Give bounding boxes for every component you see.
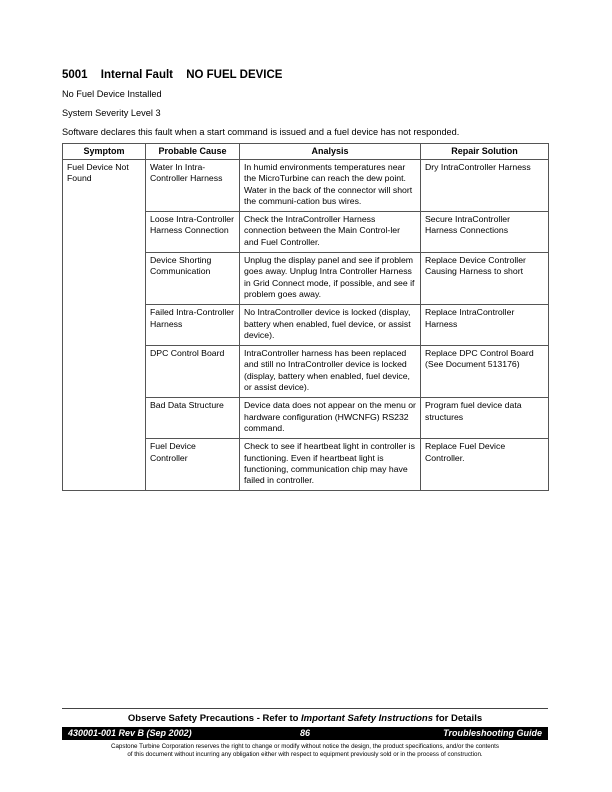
solution-cell: Program fuel device data structures [421, 398, 549, 439]
safety-warning-prefix: Observe Safety Precautions - Refer to [127, 713, 302, 724]
analysis-cell: Device data does not appear on the menu or hardware configuration (HWCNFG) RS232 command. [240, 398, 421, 439]
solution-cell: Replace Fuel Device Controller. [421, 439, 549, 491]
cause-cell: Bad Data Structure [146, 398, 240, 439]
footer-bar [62, 727, 548, 740]
fault-code: 5001 [62, 69, 88, 81]
analysis-cell: Check to see if heartbeat light in controller is functioning. Even if heartbeat light is functioning, communication chip may have failed in controller. [240, 439, 421, 491]
table-header-row [63, 144, 549, 160]
cause-cell: Loose Intra-Controller Harness Connection [146, 212, 240, 253]
solution-cell: Replace Device Controller Causing Harness to short [421, 253, 549, 305]
fault-severity: System Severity Level 3 [62, 108, 161, 118]
fault-description: Software declares this fault when a start command is issued and a fuel device has not responded. [62, 127, 460, 137]
analysis-cell: Check the IntraController Harness connection between the Main Control-ler and Fuel Controller. [240, 212, 421, 253]
symptom-cell: Fuel Device Not Found [63, 160, 146, 491]
page-number: 86 [299, 728, 310, 738]
legal-line-2: of this document without incurring any obligation either with respect to equipment previously sold or in the process of construction. [127, 751, 483, 758]
solution-cell: Secure IntraController Harness Connections [421, 212, 549, 253]
cause-cell: Device Shorting Communication [146, 253, 240, 305]
footer-divider [62, 708, 548, 709]
analysis-cell: No IntraController device is locked (display, battery when enabled, fuel device, or assist device). [240, 305, 421, 346]
legal-notice [62, 743, 548, 759]
cause-cell: Failed Intra-Controller Harness [146, 305, 240, 346]
cause-cell: DPC Control Board [146, 346, 240, 398]
legal-line-1: Capstone Turbine Corporation reserves the right to change or modify without notice the design, the product specifications, and/or the contents [111, 743, 499, 750]
analysis-cell: IntraController harness has been replaced and still no IntraController device is locked (display, battery when enabled, fuel device, or assist device). [240, 346, 421, 398]
header-probable-cause: Probable Cause [146, 144, 240, 160]
fault-heading [62, 69, 282, 81]
header-repair-solution: Repair Solution [421, 144, 549, 160]
header-analysis: Analysis [240, 144, 421, 160]
solution-cell: Dry IntraController Harness [421, 160, 549, 212]
safety-warning-suffix: for Details [433, 713, 483, 724]
analysis-cell: Unplug the display panel and see if problem goes away. Unplug Intra Controller Harness in Grid Connect mode, if possible, and see if problem goes away. [240, 253, 421, 305]
solution-cell: Replace IntraController Harness [421, 305, 549, 346]
doc-number: 430001-001 Rev B (Sep 2002) [68, 728, 192, 738]
analysis-cell: In humid environments temperatures near the MicroTurbine can reach the dew point. Water in the back of the connector will short the communi-cation bus wires. [240, 160, 421, 212]
cause-cell: Water In Intra-Controller Harness [146, 160, 240, 212]
table-row [63, 160, 549, 212]
fault-subtitle: No Fuel Device Installed [62, 89, 162, 99]
cause-cell: Fuel Device Controller [146, 439, 240, 491]
guide-title: Troubleshooting Guide [443, 728, 542, 738]
fault-title: NO FUEL DEVICE [186, 69, 283, 81]
fault-name: Internal Fault [100, 69, 173, 81]
troubleshooting-table [62, 143, 549, 491]
safety-warning [62, 713, 548, 724]
solution-cell: Replace DPC Control Board (See Document 513176) [421, 346, 549, 398]
header-symptom: Symptom [63, 144, 146, 160]
safety-instructions-ref: Important Safety Instructions [301, 713, 434, 724]
